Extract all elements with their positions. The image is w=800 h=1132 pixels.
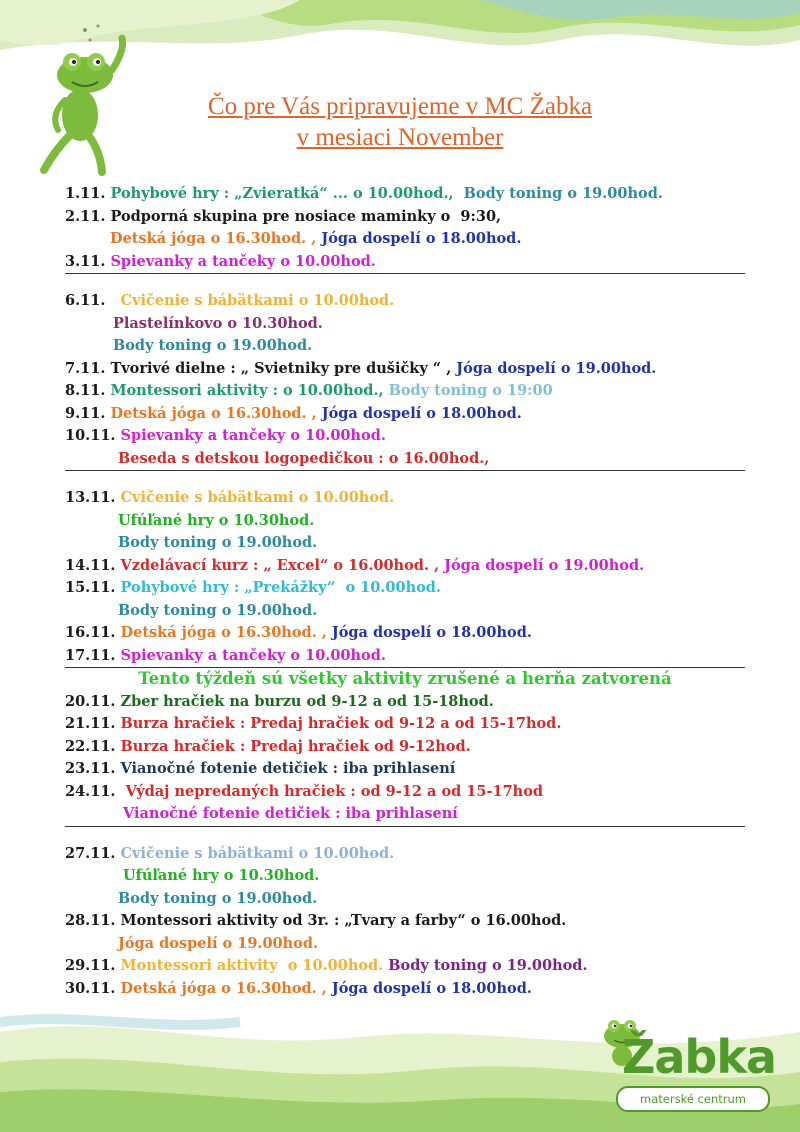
schedule-row	[65, 335, 745, 358]
schedule-row	[65, 183, 745, 206]
closure-notice: Tento týždeň sú všetky aktivity zrušené a herňa zatvorená	[138, 669, 672, 688]
activity-text: Body toning o 19.00hod.	[118, 889, 318, 907]
schedule-date: 15.11.	[65, 579, 116, 596]
schedule-row	[65, 206, 745, 229]
schedule-date: 2.11.	[65, 207, 106, 225]
activity-text: Jóga dospelí o 18.00hod.	[321, 404, 522, 422]
activity-text: Body toning o 19.00hod.	[118, 601, 318, 619]
schedule-row	[65, 888, 745, 911]
schedule-date: 30.11.	[65, 979, 116, 997]
schedule-row	[65, 290, 745, 313]
activity-text: Body toning o 19.00hod.	[388, 957, 588, 974]
activity-text: Jóga dospelí o 18.00hod.	[331, 624, 532, 641]
schedule-date: 27.11.	[65, 844, 116, 862]
activity-text: Vianočné fotenie detičiek : iba prihlasení	[123, 805, 458, 822]
activity-text: Montessori aktivity o 10.00hod.	[120, 957, 389, 974]
activity-text: Body toning o 19.00hod.	[118, 534, 318, 551]
schedule-row	[65, 843, 745, 866]
schedule-date: 10.11.	[65, 427, 116, 444]
schedule-date: 29.11.	[65, 957, 116, 974]
activity-text: Cvičenie s bábätkami o 10.00hod.	[110, 292, 395, 309]
activity-text: Montessori aktivity : o 10.00hod.,	[110, 382, 389, 399]
activity-text: Spievanky a tančeky o 10.00hod.	[120, 646, 386, 664]
activity-text: Tvorivé dielne : „ Svietniky pre dušičky “ ,	[110, 359, 457, 377]
schedule-row	[65, 600, 745, 623]
spacer	[65, 827, 745, 843]
logo-subtitle: materské centrum	[616, 1086, 770, 1112]
schedule-date: 20.11.	[65, 692, 116, 710]
schedule-date: 28.11.	[65, 912, 116, 929]
schedule-row	[65, 555, 745, 578]
schedule-row	[65, 622, 745, 645]
spacer	[65, 274, 745, 290]
activity-text: Montessori aktivity od 3r. : „Tvary a farby“ o 16.00hod.	[120, 912, 567, 929]
activity-text: Body toning o 19.00hod.	[113, 337, 313, 354]
activity-text: Jóga dospelí o 19.00hod.	[456, 359, 657, 377]
activity-text: Vianočné fotenie detičiek : iba prihlasení	[120, 760, 456, 777]
schedule-row	[65, 487, 745, 510]
activity-text: Burza hračiek : Predaj hračiek od 9-12 a od 15-17hod.	[120, 715, 562, 732]
schedule-date: 22.11.	[65, 737, 116, 755]
schedule-date: 13.11.	[65, 489, 116, 506]
activity-text: Body toning o 19:00	[388, 382, 553, 399]
activity-text: Podporná skupina pre nosiace maminky o 9:30,	[110, 207, 502, 225]
schedule-date: 24.11.	[65, 782, 116, 800]
schedule-row	[65, 577, 745, 600]
activity-text: Beseda s detskou logopedičkou : o 16.00hod.,	[118, 449, 490, 467]
activity-text: Jóga dospelí o 19.00hod.	[118, 934, 319, 952]
logo	[592, 1008, 776, 1118]
activity-text: Cvičenie s bábätkami o 10.00hod.	[120, 489, 395, 506]
activity-text: Ufúľané hry o 10.30hod.	[123, 867, 320, 884]
schedule-row	[65, 758, 745, 781]
activity-text: Ufúľané hry o 10.30hod.	[118, 511, 315, 529]
schedule-row	[65, 645, 745, 669]
schedule-row	[65, 691, 745, 714]
schedule-row	[65, 380, 745, 403]
schedule-row	[65, 955, 745, 978]
schedule-date: 9.11.	[65, 404, 106, 422]
schedule-date: 3.11.	[65, 252, 106, 270]
activity-text: Jóga dospelí o 18.00hod.	[331, 979, 532, 997]
schedule-date: 1.11.	[65, 185, 106, 202]
activity-text: Spievanky a tančeky o 10.00hod.	[110, 252, 376, 270]
schedule-row	[65, 448, 745, 472]
schedule-row	[65, 358, 745, 381]
schedule-date: 14.11.	[65, 556, 116, 574]
activity-text: Burza hračiek : Predaj hračiek od 9-12hod.	[120, 737, 471, 755]
schedule-date: 21.11.	[65, 715, 116, 732]
activity-text: Detská jóga o 16.30hod. ,	[120, 624, 332, 641]
activity-text: Jóga dospelí o 19.00hod.	[444, 556, 645, 574]
activity-text: Detská jóga o 16.30hod. ,	[110, 404, 322, 422]
page-subtitle: v mesiaci November	[296, 124, 504, 151]
activity-text: Pohybové hry : „Zvieratká“ ... o 10.00hod.,	[110, 185, 464, 202]
activity-text: Vzdelávací kurz : „ Excel“ o 16.00hod. ,	[120, 556, 445, 574]
schedule-date: 7.11.	[65, 359, 106, 377]
schedule-row	[65, 910, 745, 933]
schedule-date: 16.11.	[65, 624, 116, 641]
activity-text: Detská jóga o 16.30hod. ,	[120, 979, 332, 997]
activity-text: Jóga dospelí o 18.00hod.	[321, 230, 522, 247]
schedule-row	[65, 713, 745, 736]
schedule-row	[65, 781, 745, 804]
schedule-row	[65, 736, 745, 759]
page-title: Čo pre Vás pripravujeme v MC Žabka	[207, 93, 593, 120]
schedule-row	[65, 313, 745, 336]
activity-text: Detská jóga o 16.30hod. ,	[110, 230, 322, 247]
activity-text: Zber hračiek na burzu od 9-12 a od 15-18hod.	[120, 692, 494, 710]
schedule-date: 23.11.	[65, 760, 116, 777]
activity-text: Spievanky a tančeky o 10.00hod.	[120, 427, 386, 444]
schedule-row	[65, 803, 745, 827]
schedule-row	[65, 403, 745, 426]
schedule-row	[65, 425, 745, 448]
activity-text: Body toning o 19.00hod.	[463, 185, 663, 202]
schedule-date: 8.11.	[65, 382, 106, 399]
schedule-row	[65, 865, 745, 888]
schedule-row	[65, 532, 745, 555]
schedule-date: 17.11.	[65, 646, 116, 664]
schedule-row	[65, 251, 745, 275]
schedule-row	[65, 510, 745, 533]
logo-name: Žabka	[622, 1030, 776, 1084]
activity-text: Výdaj nepredaných hračiek : od 9-12 a od 15-17hod	[120, 782, 544, 800]
activity-text: Pohybové hry : „Prekážky“ o 10.00hod.	[120, 579, 441, 596]
activity-text: Cvičenie s bábätkami o 10.00hod.	[120, 844, 395, 862]
schedule-list	[65, 183, 745, 1000]
schedule-row	[65, 228, 745, 251]
activity-text: Plastelínkovo o 10.30hod.	[113, 314, 323, 332]
schedule-date: 6.11.	[65, 292, 106, 309]
schedule-row	[65, 933, 745, 956]
spacer	[65, 471, 745, 487]
